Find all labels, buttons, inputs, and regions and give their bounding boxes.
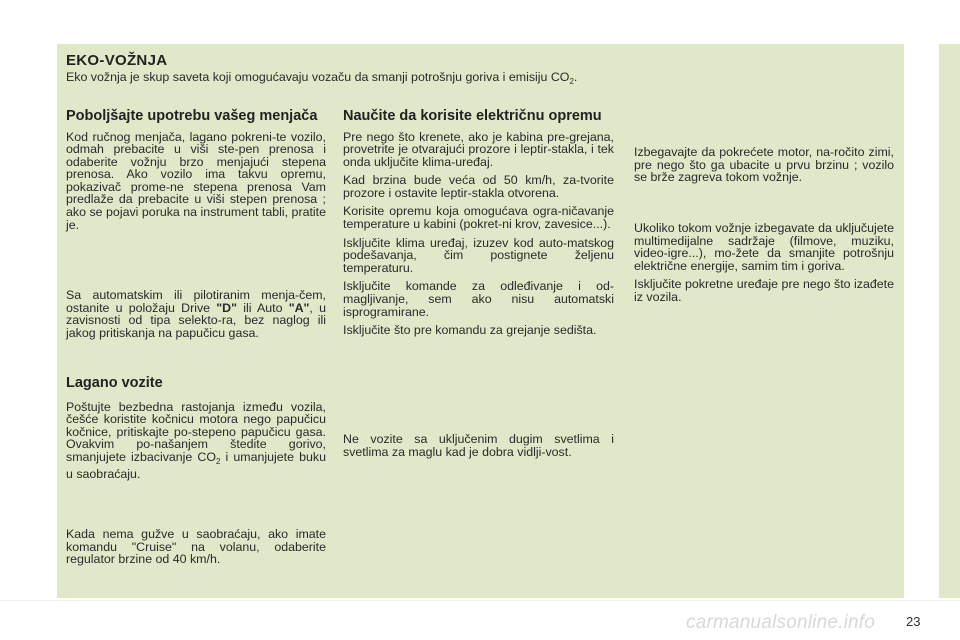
column-1 (66, 109, 326, 237)
auto-text-c: , u zavisnosti od tipa selekto-ra, bez naglog ili jakog pritiskanja na papučicu gasa. (66, 300, 326, 340)
paragraph-temperature-limit: Korisite opremu koja omogućava ogra-ničavanje temperature u kabini (pokret-ni krov, zavesice...). (343, 204, 614, 232)
intro-end: . (573, 70, 578, 84)
paragraph-cruise-control: Kada nema gužve u saobraćaju, ako imate komandu "Cruise" na volanu, odaberite regulator brzine od 40 km/h. (66, 527, 326, 567)
intro-subscript: 2 (569, 77, 574, 86)
paragraph-manual-gearbox: Kod ručnog menjača, lagano pokreni-te vozilo, odmah prebacite u viši ste-pen prenosa i odaberite vožnju brzo menjajući stepena prenosa. Ako vozilo ima takvu opremu, pokazivač prome-ne stepena prenosa Vam predlaže da prebacite u viši stepen prenosa ; ako se pojavi poruka na instrument tabli, pratite je. (66, 129, 326, 232)
paragraph-speed-windows: Kad brzina bude veća od 50 km/h, za-tvorite prozore i ostavite leptir-stakla otvorena. (343, 173, 614, 200)
auto-label: "A" (288, 300, 310, 315)
paragraph-safe-distance (66, 401, 326, 482)
heading-drive-smoothly: Lagano vozite (66, 375, 163, 391)
page-title: EKO-VOŽNJA (66, 52, 168, 69)
footer-divider (0, 600, 960, 601)
distance-text-a: Poštujte bezbedna rastojanja između vozila, češće koristite kočnicu motora nego papučicu kočnice, pritiskajte po-stepeno papučicu gasa. Ovakvim po-našanjem štedite gorivo, smanjujete izbacivanje CO (66, 399, 326, 464)
paragraph-portable-devices: Isključite pokretne uređaje pre nego što izađete iz vozila. (634, 277, 894, 304)
paragraph-multimedia: Ukoliko tokom vožnje izbegavate da uključujete multimedijalne sadržaje (filmove, muziku, video-igre...), mo-žete da smanjite potrošnju električne energije, samim tim i goriva. (634, 221, 894, 273)
page-number: 23 (906, 614, 921, 629)
heading-gearbox: Poboljšajte upotrebu vašeg menjača (66, 108, 318, 124)
column-1-cruise (66, 528, 326, 572)
paragraph-lights: Ne vozite sa uključenim dugim svetlima i svetlima za maglu kad je dobra vidlji-vost. (343, 432, 614, 459)
watermark: carmanualsonline.info (686, 612, 876, 633)
paragraph-defrost: Isključite komande za odleđivanje i od-magljivanje, sem ako nisu automatski isprogramirane. (343, 279, 614, 319)
intro-main: Eko vožnja je skup saveta koji omogućavaju vozaču da smanji potrošnju goriva i emisiju CO (66, 70, 570, 84)
paragraph-seat-heating: Isključite što pre komandu za grejanje sedišta. (343, 323, 597, 338)
heading-electrical-equipment: Naučite da korisite električnu opremu (343, 108, 602, 124)
intro-text (66, 70, 886, 89)
column-3-multimedia (634, 222, 894, 310)
column-3 (634, 146, 894, 190)
co2-subscript: 2 (216, 456, 221, 466)
paragraph-air-conditioning: Isključite klima uređaj, izuzev kod auto-matskog podešavanja, čim postignete željenu temperaturu. (343, 235, 614, 275)
auto-text-a: Sa automatskim ili pilotiranim menja-čem, ostanite u položaju Drive (66, 288, 326, 315)
auto-text-b: ili Auto (236, 300, 289, 315)
column-1-drive (66, 376, 326, 487)
column-2 (343, 109, 614, 343)
drive-label: "D" (216, 300, 237, 315)
column-2-lights (343, 433, 614, 464)
column-1-automatic (66, 289, 326, 345)
paragraph-engine-warmup: Izbegavajte da pokrećete motor, na-ročito zimi, pre nego što ga ubacite u prvu brzinu ; vozilo se brže zagreva tokom vožnje. (634, 145, 894, 185)
paragraph-ventilate: Pre nego što krenete, ako je kabina pre-grejana, provetrite je otvarajući prozore i leptir-stakla, i tek onda uključite klima-uređaj. (343, 129, 614, 169)
distance-text-b: i umanjujete buku u saobraćaju. (66, 449, 326, 482)
side-tab (939, 44, 960, 598)
paragraph-automatic-gearbox (66, 289, 326, 339)
